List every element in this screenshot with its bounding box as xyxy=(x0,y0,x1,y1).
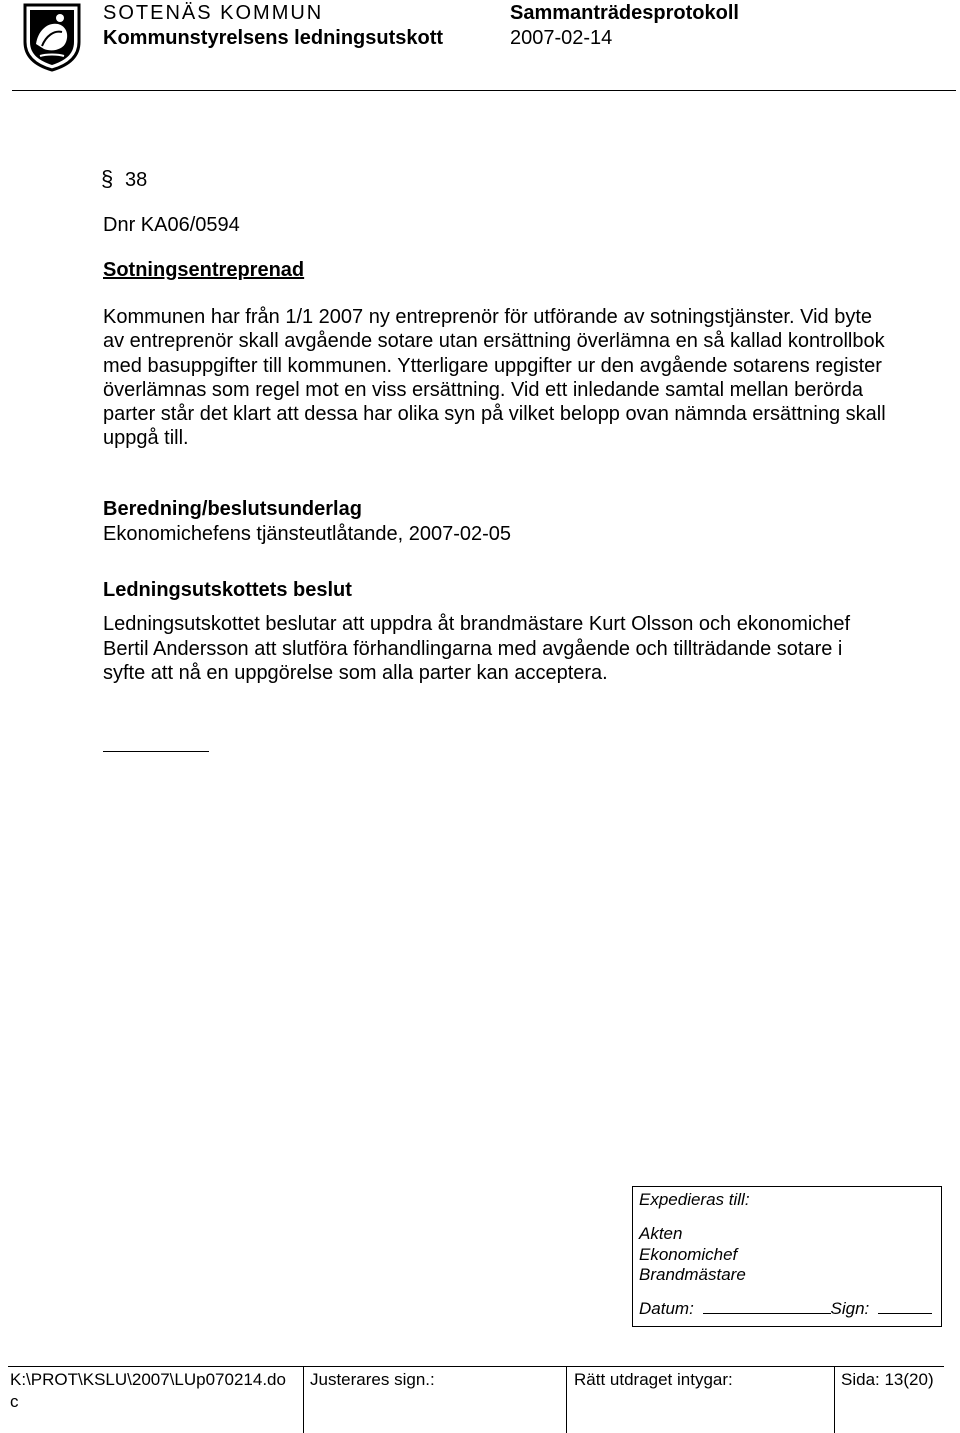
meeting-date: 2007-02-14 xyxy=(510,27,613,49)
section-end-rule xyxy=(103,751,209,752)
preparation-heading: Beredning/beslutsunderlag xyxy=(103,498,362,520)
recipient-item: Brandmästare xyxy=(639,1265,746,1284)
footer-divider xyxy=(8,1366,944,1367)
dispatch-box xyxy=(632,1186,942,1327)
preparation-item: Ekonomichefens tjänsteutlåtande, 2007-02-05 xyxy=(103,523,512,545)
footer-file-path xyxy=(10,1369,300,1413)
coat-of-arms-icon xyxy=(22,2,82,72)
case-number: Dnr KA06/0594 xyxy=(103,214,240,236)
footer-column-divider xyxy=(303,1366,304,1433)
case-description: Kommunen har från 1/1 2007 ny entreprenör för utförande av sotningstjänster. Vid byte av entreprenör skall avgående sotare utan ersättning överlämna en så kallad kontrollbok med basuppgifter till kommunen. Ytterligare uppgifter ur den avgående sotarens register överlämnas som regel mot en viss ersättning. Vid ett inledande samtal mellan berörda parter står det klart att dessa har olika syn på vilket belopp ovan nämnda ersättning skall uppgå till. xyxy=(103,306,886,450)
file-path-wrap: c xyxy=(10,1392,19,1411)
recipient-item: Akten xyxy=(639,1224,683,1243)
document-type: Sammanträdesprotokoll xyxy=(510,2,739,24)
dispatch-sign-row xyxy=(639,1299,932,1319)
date-label: Datum: xyxy=(639,1299,694,1318)
date-blank xyxy=(703,1311,831,1314)
footer-column-divider xyxy=(566,1366,567,1433)
header-divider xyxy=(12,90,956,91)
decision-heading: Ledningsutskottets beslut xyxy=(103,579,352,601)
page-number: Sida: 13(20) xyxy=(841,1370,934,1389)
adjuster-sign-label: Justerares sign.: xyxy=(310,1370,435,1389)
recipient-item: Ekonomichef xyxy=(639,1244,738,1264)
decision-text: Ledningsutskottet beslutar att uppdra åt brandmästare Kurt Olsson och ekonomichef Bertil Andersson att slutföra förhandlingarna med avgående och tillträdande sotare i syfte att nå en uppgörelse som alla parter kan acceptera. xyxy=(103,613,851,684)
case-title: Sotningsentreprenad xyxy=(103,259,305,281)
paragraph-number: 38 xyxy=(125,169,148,191)
file-path-line: K:\PROT\KSLU\2007\LUp070214.do xyxy=(10,1370,286,1389)
dispatch-label: Expedieras till: xyxy=(639,1190,750,1209)
organization-name: SOTENÄS KOMMUN xyxy=(103,2,324,24)
sign-label: Sign: xyxy=(830,1299,870,1318)
section-symbol: § xyxy=(101,166,114,191)
committee-name: Kommunstyrelsens ledningsutskott xyxy=(103,27,444,49)
recipient-list xyxy=(639,1224,746,1286)
certify-label: Rätt utdraget intygar: xyxy=(574,1370,733,1389)
footer-column-divider xyxy=(834,1366,835,1433)
sign-blank xyxy=(878,1311,932,1314)
